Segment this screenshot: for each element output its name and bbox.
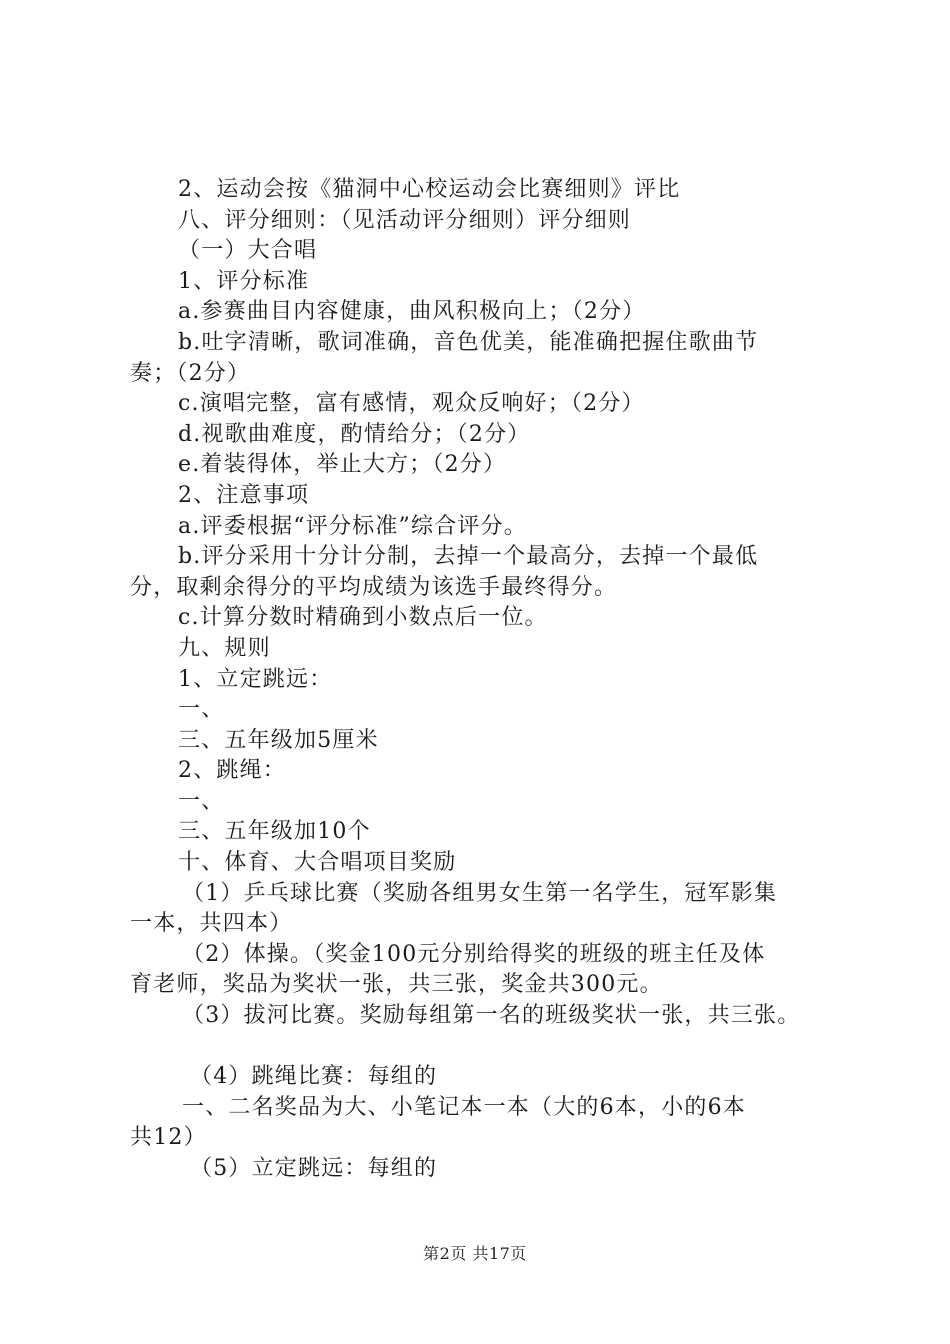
text-line: b.吐字清晰，歌词准确，音色优美，能准确把握住歌曲节: [178, 329, 759, 355]
page-number: 第2页 共17页: [423, 1244, 527, 1263]
text-line: 分，取剩余得分的平均成绩为该选手最终得分。: [130, 574, 618, 600]
text-line: b.评分采用十分计分制，去掉一个最高分，去掉一个最低: [178, 544, 759, 570]
blank-line: [130, 1032, 835, 1063]
text-line: 1、立定跳远：: [178, 666, 333, 692]
text-line: 一、二名奖品为大、小笔记本一本（大的6本，小的6本: [182, 1094, 746, 1120]
text-line: 1、评分标准: [178, 268, 310, 294]
text-line: 育老师，奖品为奖状一张，共三张，奖金共300元。: [130, 972, 663, 998]
text-line: 一本，共四本）: [130, 911, 293, 937]
page-footer: [0, 1241, 950, 1264]
text-line: 2、跳绳：: [178, 758, 286, 784]
text-line: 2、运动会按《猫洞中心校运动会比赛细则》评比: [178, 177, 681, 202]
text-line: 2、注意事项: [178, 482, 310, 508]
text-line: 共12）: [130, 1125, 207, 1151]
text-line: d.视歌曲难度，酌情给分；（2分）: [178, 421, 531, 447]
text-line: c.演唱完整，富有感情，观众反响好；（2分）: [178, 391, 645, 417]
text-line: 三、五年级加5厘米: [178, 727, 379, 753]
text-line: （3）拔河比赛。奖励每组第一名的班级奖状一张，共三张。: [182, 1003, 801, 1029]
text-line: （5）立定跳远：每组的: [190, 1156, 438, 1181]
text-line: c.计算分数时精确到小数点后一位。: [178, 605, 548, 631]
text-line: 八、评分细则：（见活动评分细则）评分细则: [178, 207, 632, 233]
text-line: 一、: [178, 697, 225, 723]
text-line: （一）大合唱: [178, 238, 318, 264]
text-line: 九、规则: [178, 635, 271, 661]
text-line: a.参赛曲目内容健康，曲风积极向上；（2分）: [178, 299, 646, 325]
text-line: 十、体育、大合唱项目奖励: [178, 850, 457, 876]
text-line: 一、: [178, 788, 225, 814]
text-line: e.着装得体，举止大方；（2分）: [178, 452, 507, 478]
text-line: 三、五年级加10个: [178, 819, 371, 845]
text-line: a.评委根据“评分标准”综合评分。: [178, 513, 528, 539]
text-line: （4）跳绳比赛：每组的: [190, 1064, 438, 1090]
text-line: （1）乒乓球比赛（奖励各组男女生第一名学生，冠军影集: [182, 880, 778, 906]
text-line: 奏；（2分）: [130, 360, 251, 386]
document-body: [130, 175, 835, 1185]
text-line: （2）体操。（奖金100元分别给得奖的班级的班主任及体: [182, 941, 766, 967]
